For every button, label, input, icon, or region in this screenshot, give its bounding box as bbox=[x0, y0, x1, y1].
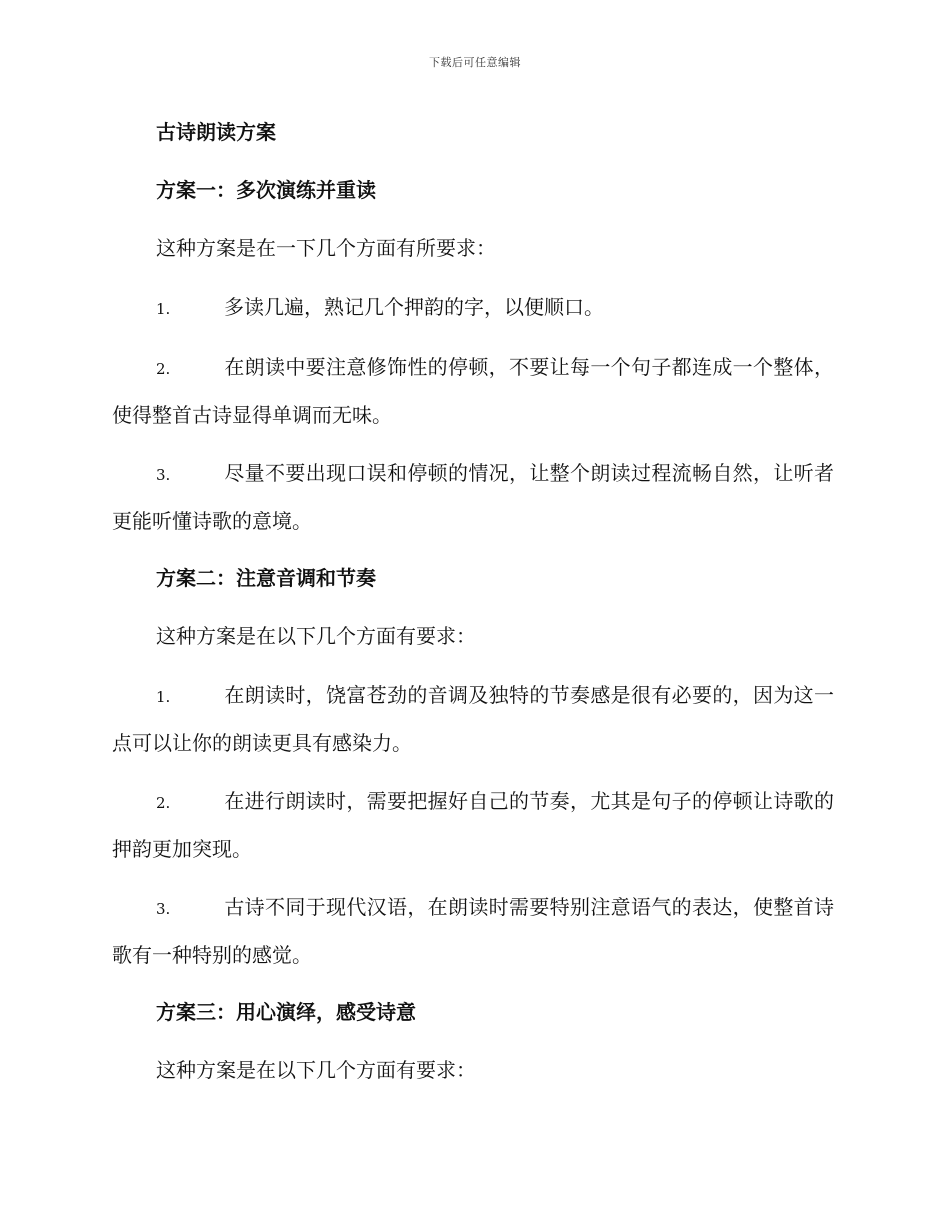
item-text: 在朗读时，饶富苍劲的音调及独特的节奏感是很有必要的，因为这一点可以让你的朗读更具有感染力。 bbox=[112, 683, 834, 755]
section1-item-1 bbox=[112, 284, 834, 332]
section1-intro: 这种方案是在一下几个方面有所要求： bbox=[156, 236, 496, 260]
item-text: 多读几遍，熟记几个押韵的字，以便顺口。 bbox=[224, 295, 604, 319]
item-text: 古诗不同于现代汉语，在朗读时需要特别注意语气的表达，使整首诗歌有一种特别的感觉。 bbox=[112, 895, 834, 967]
section2-item-3 bbox=[112, 884, 834, 978]
section2-item-2 bbox=[112, 778, 834, 872]
item-text: 尽量不要出现口误和停顿的情况，让整个朗读过程流畅自然，让听者更能听懂诗歌的意境。 bbox=[112, 461, 834, 533]
item-number: 2. bbox=[156, 794, 171, 812]
section2-item-1 bbox=[112, 672, 834, 766]
document-body bbox=[112, 110, 834, 1106]
section1-item-3 bbox=[112, 450, 834, 544]
section3-heading: 方案三：用心演绎，感受诗意 bbox=[156, 1000, 416, 1024]
section1-heading: 方案一：多次演练并重读 bbox=[156, 178, 376, 202]
item-number: 1. bbox=[156, 688, 171, 706]
item-number: 3. bbox=[156, 466, 171, 484]
item-number: 1. bbox=[156, 300, 171, 318]
item-text: 在朗读中要注意修饰性的停顿，不要让每一个句子都连成一个整体，使得整首古诗显得单调而无味。 bbox=[112, 355, 834, 427]
section2-heading: 方案二：注意音调和节奏 bbox=[156, 566, 376, 590]
section3-intro: 这种方案是在以下几个方面有要求： bbox=[156, 1058, 476, 1082]
section1-item-2 bbox=[112, 344, 834, 438]
item-number: 2. bbox=[156, 360, 171, 378]
section2-intro: 这种方案是在以下几个方面有要求： bbox=[156, 624, 476, 648]
header-note: 下载后可任意编辑 bbox=[429, 56, 521, 69]
document-title: 古诗朗读方案 bbox=[156, 120, 276, 144]
item-number: 3. bbox=[156, 900, 171, 918]
item-text: 在进行朗读时，需要把握好自己的节奏，尤其是句子的停顿让诗歌的押韵更加突现。 bbox=[112, 789, 834, 861]
